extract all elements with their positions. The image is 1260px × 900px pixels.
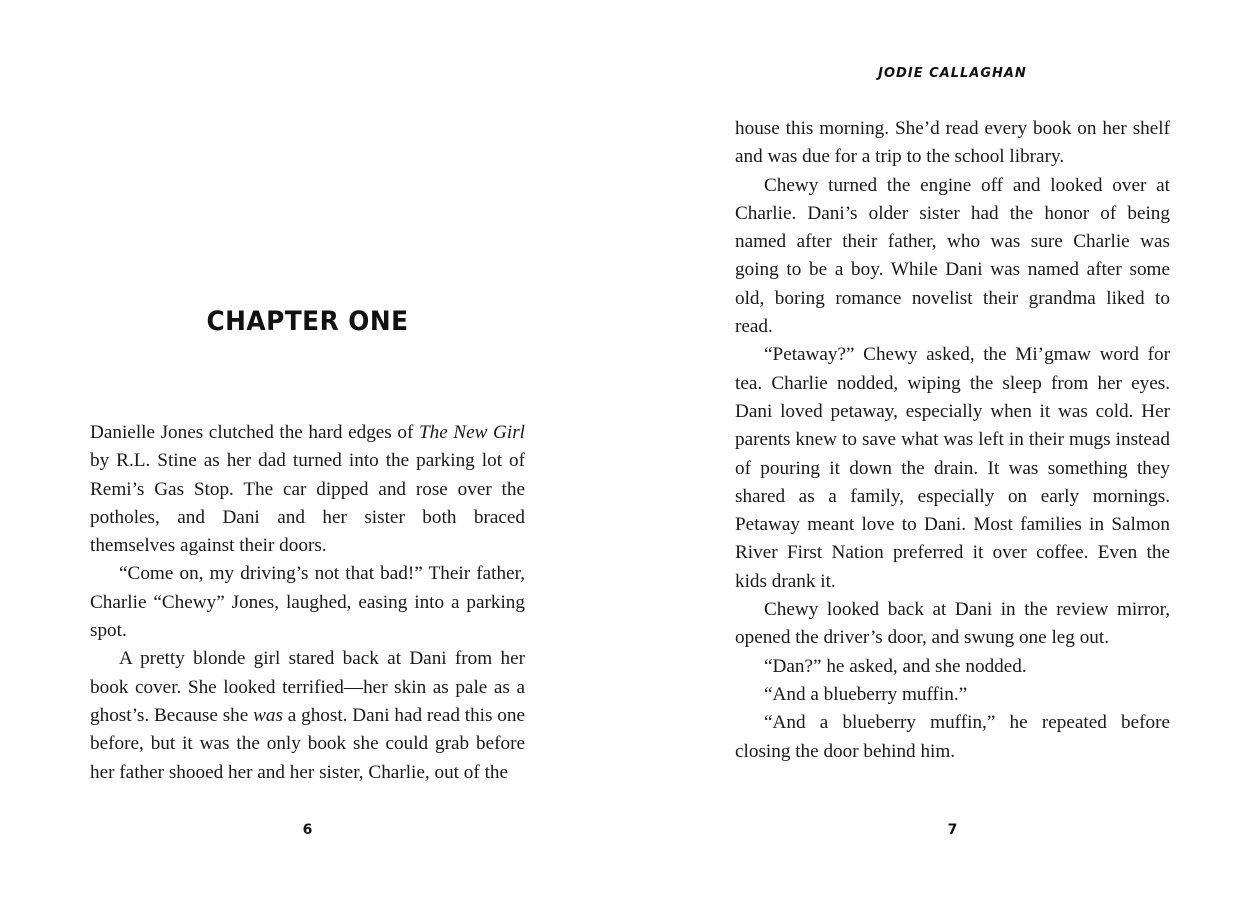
left-page (0, 0, 615, 900)
book-title-italic: The New Girl (418, 422, 525, 443)
paragraph: “Dan?” he asked, and she nodded. (764, 655, 1027, 677)
paragraph (90, 419, 525, 560)
running-head: JODIE CALLAGHAN (878, 66, 1027, 81)
paragraph: “And a blueberry muffin.” (764, 683, 968, 705)
paragraph: house this morning. She’d read every book on her shelf and was due for a trip to the school library. (735, 118, 1170, 168)
paragraph: “Come on, my driving’s not that bad!” Their father, Charlie “Chewy” Jones, laughed, easing into a parking spot. (90, 563, 525, 642)
text-run: by R.L. Stine as her dad turned into the parking lot of Remi’s Gas Stop. The car dipped and rose over the potholes, and Dani and her sister both braced themselves against their doors. (90, 450, 525, 557)
paragraph: Chewy looked back at Dani in the review mirror, opened the driver’s door, and swung one leg out. (735, 599, 1170, 649)
paragraph (90, 645, 525, 786)
paragraph: “And a blueberry muffin,” he repeated before closing the door behind him. (735, 712, 1170, 762)
page-number-right: 7 (947, 822, 958, 838)
text-run: a ghost. Dani had read this one before, but it was the only book she could grab before her father shooed her and her sister, Charlie, out of the (90, 704, 525, 783)
chapter-title: CHAPTER ONE (206, 306, 409, 337)
page-number-left: 6 (302, 822, 313, 838)
left-page-body (90, 419, 525, 787)
text-run: A pretty blonde girl stared back at Dani from her book cover. She looked terrified—her skin as pale as a ghost’s. Because she (90, 648, 525, 726)
emphasis-italic: was (253, 704, 283, 726)
paragraph: “Petaway?” Chewy asked, the Mi’gmaw word for tea. Charlie nodded, wiping the sleep from her eyes. Dani loved petaway, especially when it was cold. Her parents knew to save what was left in their mugs instead of pouring it down the drain. It was something they shared as a family, especially on early mornings. Petaway meant love to Dani. Most families in Salmon River First Nation preferred it over coffee. Even the kids drank it. (735, 344, 1170, 592)
paragraph: Chewy turned the engine off and looked over at Charlie. Dani’s older sister had the honor of being named after their father, who was sure Charlie was going to be a boy. While Dani was named after some old, boring romance novelist their grandma liked to read. (735, 174, 1170, 338)
text-run: Danielle Jones clutched the hard edges of (90, 422, 419, 443)
right-page (645, 0, 1260, 900)
right-page-body (735, 115, 1170, 766)
